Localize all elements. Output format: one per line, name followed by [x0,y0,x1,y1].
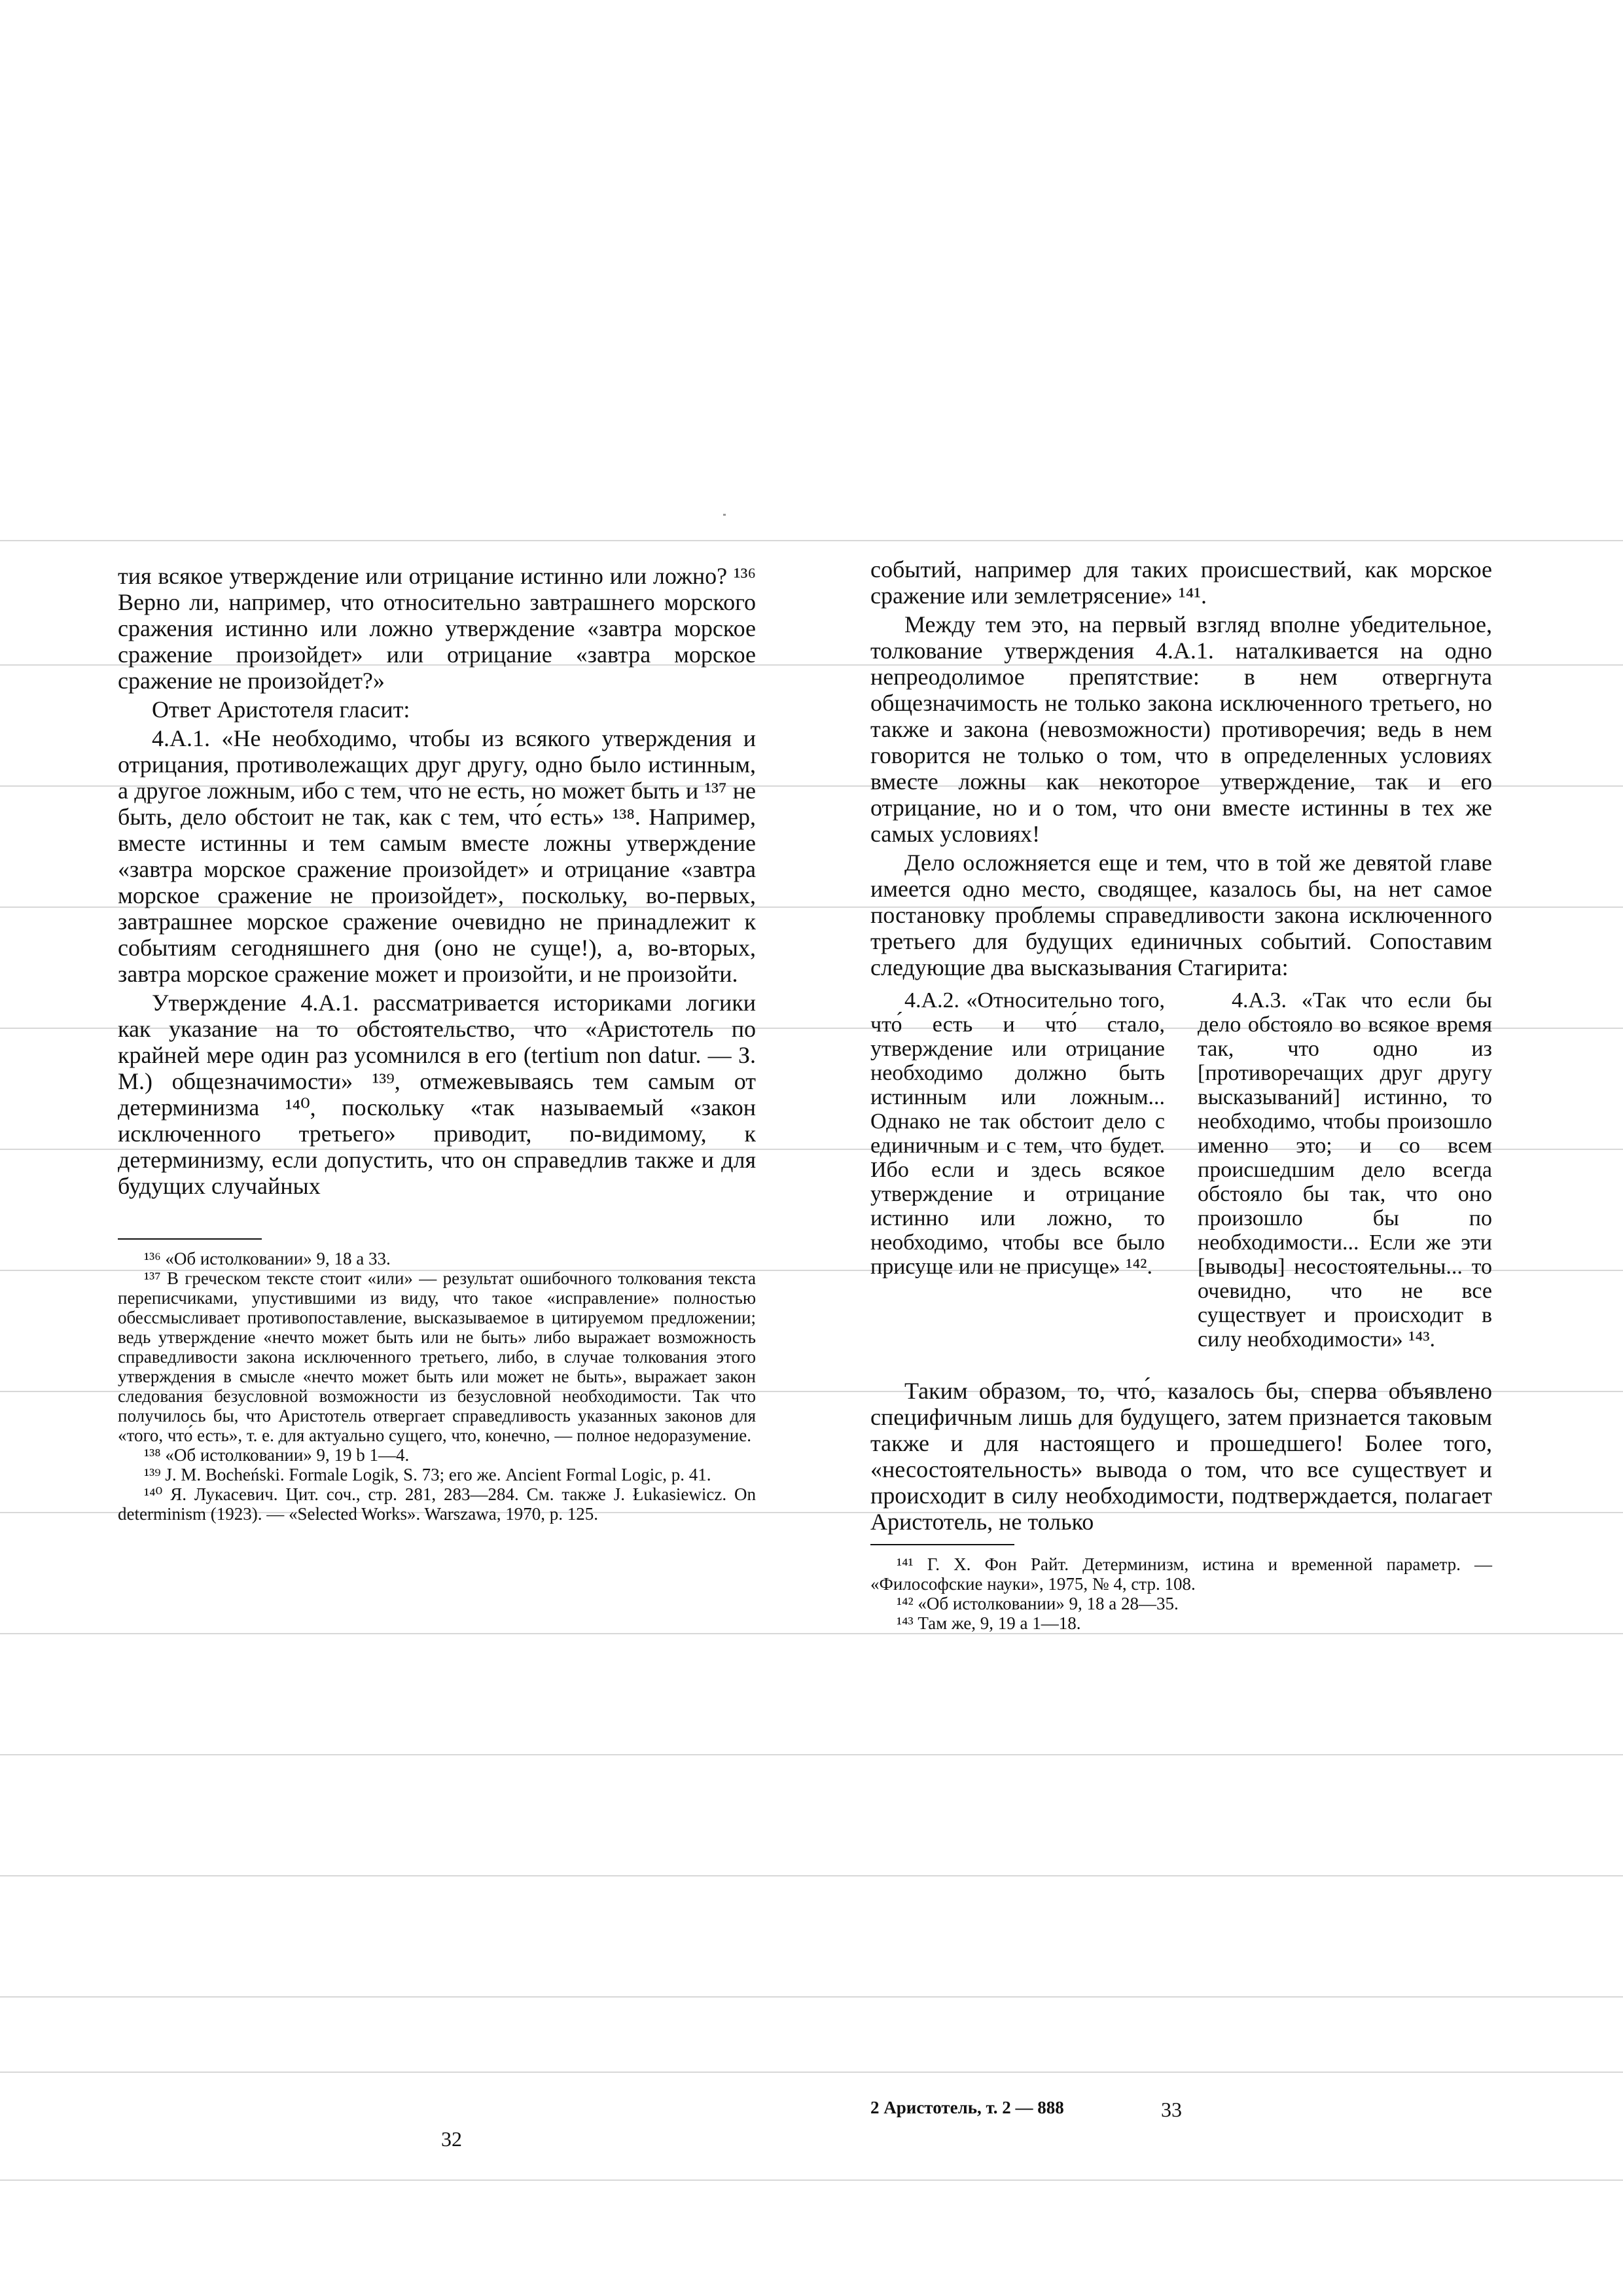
right-page [870,556,1492,1633]
footnote: ¹⁴² «Об истолковании» 9, 18 a 28—35. [897,1594,1179,1613]
scan-line [0,1875,1623,1876]
footnote: ¹³⁶ «Об истолковании» 9, 18 a 33. [144,1249,391,1268]
page-number-right: 33 [1161,2098,1182,2121]
right-body-bottom [870,1378,1492,1535]
paragraph: Между тем это, на первый взгляд вполне убедительное, толкование утверждения 4.A.1. наталкивается на одно непреодолимое препятствие: в нем отвергнута общезначимость не только закона исключенного третьего, но также и закона (невозможности) противоречия; ведь в нем говорится не только о том, что в определенных условиях вместе ложны как некоторое утверждение, так и его отрицание, но и о том, что они вместе истинны в тех же самых условиях! [870,611,1492,847]
footnote: ¹⁴³ Там же, 9, 19 a 1—18. [897,1613,1081,1633]
printer-signature: 2 Аристотель, т. 2 — 888 [870,2098,1064,2117]
left-footnotes [118,1249,756,1524]
left-page [118,563,756,1524]
scan-line [0,2179,1623,2181]
quote-columns [870,988,1492,1352]
footnote-separator [870,1544,1014,1545]
quote: 4.A.2. «Относительно того, что́ есть и что́ стало, утверждение или отрицание необходимо должно быть истинным или ложным... Однако не так обстоит дело с единичным и с тем, что будет. Ибо если и здесь всякое утверждение и отрицание истинно или ложно, то необходимо, чтобы все было присуще или не присуще» ¹⁴². [870,988,1165,1279]
scan-line [0,540,1623,541]
quote-column-right [1198,988,1492,1352]
footnote: ¹⁴⁰ Я. Лукасевич. Цит. соч., стр. 281, 283—284. См. также J. Łukasiewicz. On determinism (1923). — «Selected Works». Warszawa, 1970, p. 125. [118,1484,756,1524]
paragraph: Утверждение 4.A.1. рассматривается историками логики как указание на то обстоятельство, что «Аристотель по крайней мере один раз усомнился в его (tertium non datur. — З. М.) общезначимости» ¹³⁹, отмежевываясь тем самым от детерминизма ¹⁴⁰, поскольку «так называемый «закон исключенного третьего» приводит, по-видимому, к детерминизму, если допустить, что он справедлив также и для будущих случайных [118,990,756,1199]
footnote: ¹³⁸ «Об истолковании» 9, 19 b 1—4. [144,1445,410,1465]
paragraph: событий, например для таких происшествий, как морское сражение или землетрясение» ¹⁴¹. [870,556,1492,609]
paragraph: Ответ Аристотеля гласит: [152,696,410,723]
page-number-left: 32 [441,2127,462,2151]
scan-line [0,1996,1623,1998]
footnote: ¹³⁹ J. M. Bocheński. Formale Logik, S. 73; его же. Ancient Formal Logic, p. 41. [144,1465,711,1484]
paragraph: Дело осложняется еще и тем, что в той же девятой главе имеется одно место, сводящее, казалось бы, на нет самое постановку проблемы справедливости закона исключенного третьего для будущих единичных событий. Сопоставим следующие два высказывания Стагирита: [870,850,1492,980]
paragraph: тия всякое утверждение или отрицание истинно или ложно? ¹³⁶ Верно ли, например, что относительно завтрашнего морского сражения истинно или ложно утверждение «завтра морское сражение произойдет» или отрицание «завтра морское сражение не произойдет?» [118,563,756,694]
quote-column-left [870,988,1165,1352]
scan-speck [723,514,726,516]
paragraph: Таким образом, то, что́, казалось бы, сперва объявлено специфичным лишь для будущего, затем признается таковым также и для настоящего и прошедшего! Более того, «несостоятельность» вывода о том, что все существует и происходит в силу необходимости, подтверждается, полагает Аристотель, не только [870,1378,1492,1535]
scan-line [0,1633,1623,1634]
footnote: ¹³⁷ В греческом тексте стоит «или» — результат ошибочного толкования текста переписчиками, упустившими из виду, что такое «исправление» полностью обессмысливает противопоставление, высказываемое в цитируемом предложении; ведь утверждение «нечто может быть или не быть» либо выражает возможность справедливости закона исключенного третьего, либо, в случае толкования этого утверждения в смысле «нечто может быть или может не быть», выражает закон следования безусловной возможности из безусловной необходимости. Так что получилось бы, что Аристотель отвергает справедливость указанных законов для «того, что́ есть», т. е. для актуально сущего, что, конечно, — полное недоразумение. [118,1268,756,1445]
scan-line [0,1754,1623,1755]
quote: 4.A.3. «Так что если бы дело обстояло во всякое время так, что одно из [противоречащих друг другу высказываний] истинно, то необходимо, чтобы произошло именно это; и со всем происшедшим дело всегда обстояло бы так, что оно произошло бы по необходимости... Если же эти [выводы] несостоятельны... то очевидно, что не все существует и происходит в силу необходимости» ¹⁴³. [1198,988,1492,1352]
paragraph: 4.A.1. «Не необходимо, чтобы из всякого утверждения и отрицания, противолежащих друг другу, одно было истинным, а другое ложным, ибо с тем, что́ не есть, но может быть и ¹³⁷ не быть, дело обстоит не так, как с тем, что́ есть» ¹³⁸. Например, вместе истинны и тем самым вместе ложны утверждение «завтра морское сражение произойдет» и отрицание «завтра морское сражение не произойдет», поскольку, во-первых, завтрашнее морское сражение очевидно не принадлежит к событиям сегодняшнего дня (оно не суще!), а, во-вторых, завтра морское сражение может и произойти, и не произойти. [118,725,756,987]
right-body-top [870,556,1492,980]
footnote-separator [118,1238,262,1240]
footnote: ¹⁴¹ Г. Х. Фон Райт. Детерминизм, истина и временной параметр. — «Философские науки», 1975, № 4, стр. 108. [870,1554,1492,1594]
right-footnotes [870,1554,1492,1633]
left-body [118,563,756,1199]
scan-line [0,2072,1623,2073]
